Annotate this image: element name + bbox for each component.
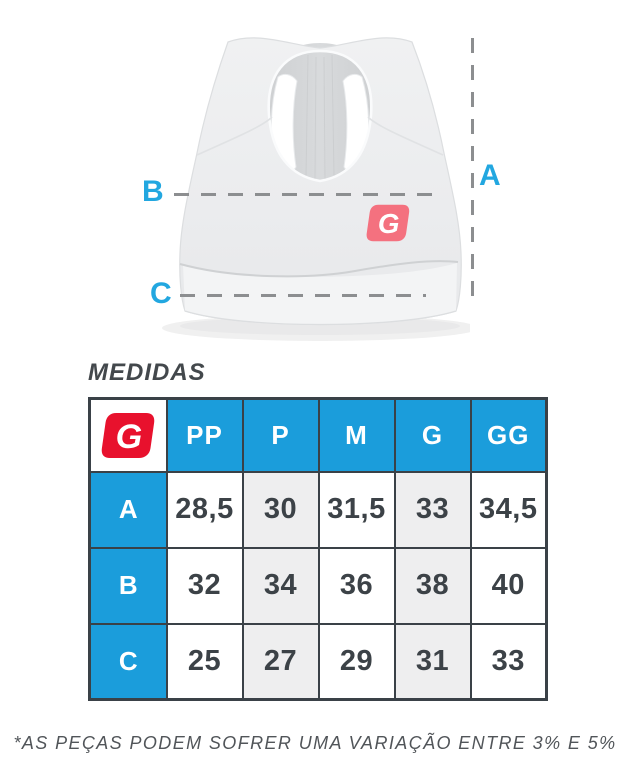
variation-footnote: *AS PEÇAS PODEM SOFRER UMA VARIAÇÃO ENTRE 3% E 5% (13, 733, 617, 753)
value-cell: 32 (167, 548, 243, 624)
size-header-g: G (395, 399, 471, 472)
marker-a-label: A (479, 159, 501, 192)
row-label-a: A (90, 472, 167, 548)
value-cell: 31,5 (319, 472, 395, 548)
brand-logo-icon (101, 412, 155, 459)
value-cell: 28,5 (167, 472, 243, 548)
measurement-diagram (0, 0, 630, 355)
measurement-row-c (90, 624, 547, 700)
value-cell: 29 (319, 624, 395, 700)
size-header-pp: PP (167, 399, 243, 472)
value-cell: 31 (395, 624, 471, 700)
size-header-p: P (243, 399, 319, 472)
guide-line-c (180, 294, 426, 297)
value-cell: 38 (395, 548, 471, 624)
value-cell: 34,5 (471, 472, 547, 548)
logo-cell (90, 399, 167, 472)
marker-c-label: C (150, 277, 172, 310)
value-cell: 40 (471, 548, 547, 624)
size-table (88, 397, 548, 701)
value-cell: 34 (243, 548, 319, 624)
guide-line-b (174, 193, 437, 196)
value-cell: 33 (395, 472, 471, 548)
value-cell: 27 (243, 624, 319, 700)
size-header-m: M (319, 399, 395, 472)
marker-b-label: B (142, 175, 164, 208)
measurement-row-b (90, 548, 547, 624)
page-title: MEDIDAS (88, 359, 206, 386)
value-cell: 36 (319, 548, 395, 624)
size-header-gg: GG (471, 399, 547, 472)
size-table-header-row (90, 399, 547, 472)
sports-bra-illustration: G (150, 15, 470, 345)
measurement-row-a (90, 472, 547, 548)
garment-logo (367, 205, 410, 242)
row-label-b: B (90, 548, 167, 624)
value-cell: 33 (471, 624, 547, 700)
value-cell: 25 (167, 624, 243, 700)
value-cell: 30 (243, 472, 319, 548)
row-label-c: C (90, 624, 167, 700)
guide-line-a (471, 38, 474, 308)
